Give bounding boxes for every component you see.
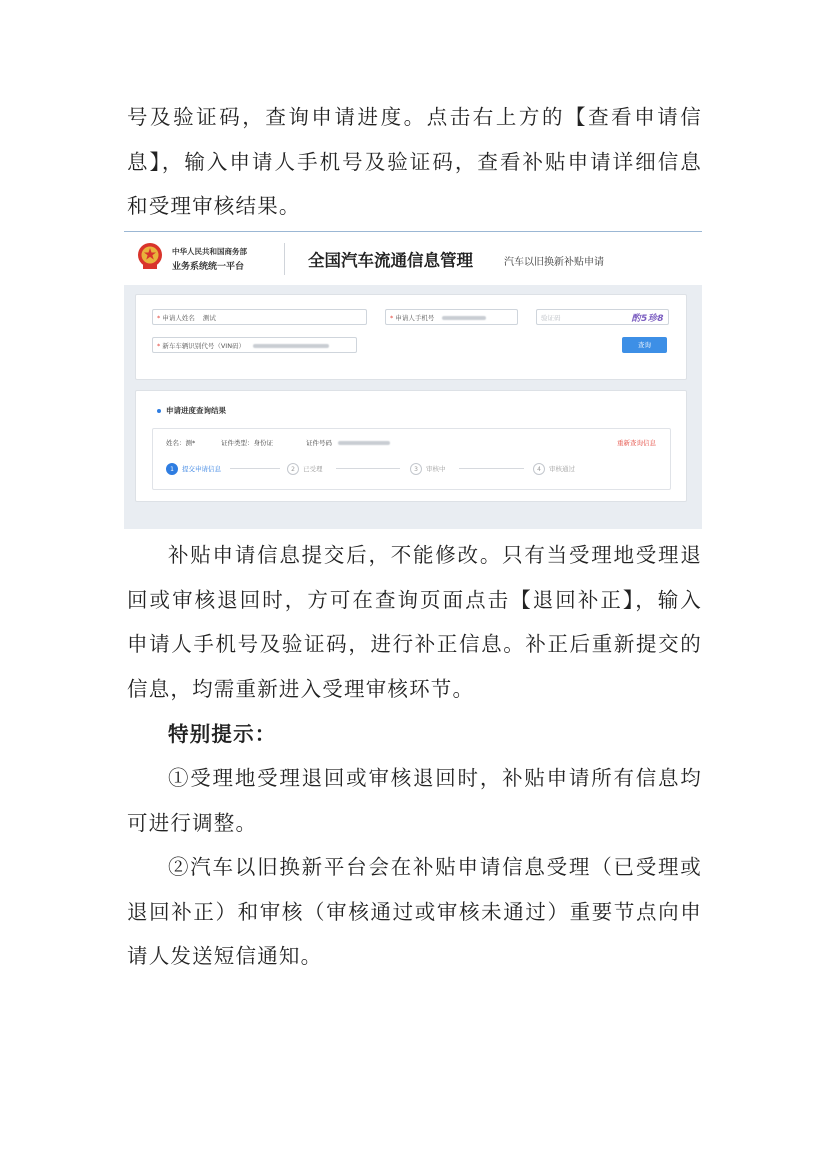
result-name: 姓名：测* [166, 439, 196, 447]
applicant-name-field[interactable] [152, 309, 367, 325]
paragraph-intro-continued: 号及验证码，查询申请进度。点击右上方的【查看申请信息】，输入申请人手机号及验证码，查看补贴申请详细信息和受理审核结果。 [127, 105, 702, 218]
redacted-phone [442, 316, 486, 320]
tip-2: ②汽车以旧换新平台会在补贴申请信息受理（已受理或退回补正）和审核（审核通过或审核未通过）重要节点向申请人发送短信通知。 [127, 855, 702, 968]
org-name-line2: 业务系统统一平台 [172, 262, 245, 272]
applicant-phone-label: 申请人手机号 [395, 314, 435, 322]
paragraph-correction: 补贴申请信息提交后，不能修改。只有当受理地受理退回或审核退回时，方可在查询页面点击【退回补正】，输入申请人手机号及验证码，进行补正信息。补正后重新提交的信息，均需重新进入受理审核环节。 [127, 543, 702, 701]
system-title: 全国汽车流通信息管理 [308, 251, 473, 270]
requery-link[interactable]: 重新查询信息 [617, 439, 656, 447]
required-mark: * [157, 342, 161, 350]
applicant-name-label: 申请人姓名 [162, 314, 195, 322]
step-2-label: 已受理 [303, 465, 323, 473]
org-name-line1: 中华人民共和国商务部 [172, 247, 247, 256]
tip-1: ①受理地受理退回或审核退回时，补贴申请所有信息均可进行调整。 [127, 766, 702, 835]
national-emblem-icon [136, 241, 164, 271]
step-3-circle: 3 [410, 463, 422, 475]
step-connector [459, 468, 524, 469]
result-title: 申请进度查询结果 [157, 405, 226, 416]
redacted-vin [253, 344, 329, 348]
applicant-phone-field[interactable] [385, 309, 518, 325]
system-subtitle: 汽车以旧换新补贴申请 [504, 257, 604, 268]
step-2-circle: 2 [287, 463, 299, 475]
step-3-label: 审核中 [426, 465, 446, 473]
step-1-label: 提交申请信息 [182, 465, 221, 473]
vin-field[interactable] [152, 337, 357, 353]
embedded-screenshot [124, 233, 702, 529]
result-id-number: 证件号码 [306, 438, 390, 447]
captcha-image[interactable]: 酌5珍8 [631, 314, 664, 324]
result-id-type: 证件类型：身份证 [221, 439, 273, 447]
vin-label: 新车车辆识别代号（VIN码） [162, 342, 246, 350]
step-connector [336, 468, 400, 469]
screenshot-top-rule [124, 231, 702, 232]
required-mark: * [157, 314, 161, 322]
system-header [124, 233, 702, 285]
captcha-field[interactable] [536, 309, 669, 325]
query-button[interactable]: 查询 [622, 337, 667, 353]
required-mark: * [390, 314, 394, 322]
redacted-id-number [338, 441, 390, 445]
step-4-label: 审核通过 [549, 465, 575, 473]
step-4-circle: 4 [533, 463, 545, 475]
step-1-circle: 1 [166, 463, 178, 475]
step-connector [230, 468, 280, 469]
captcha-placeholder: 验证码 [541, 314, 561, 322]
bullet-icon [157, 409, 161, 413]
tip-heading: 特别提示： [168, 722, 277, 746]
header-divider [284, 243, 285, 275]
applicant-name-value: 测试 [202, 314, 216, 322]
